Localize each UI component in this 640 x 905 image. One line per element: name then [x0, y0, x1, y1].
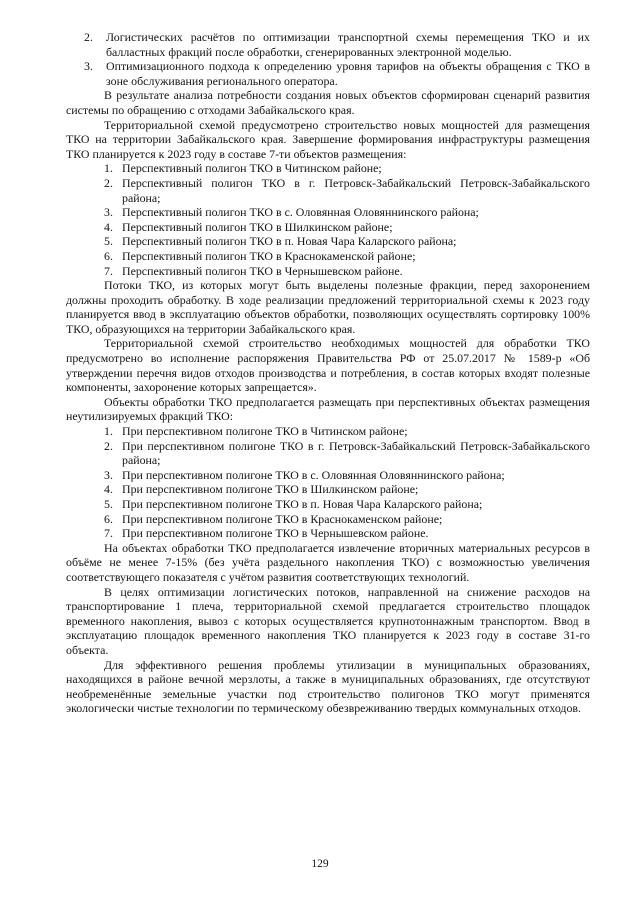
list-text: При перспективном полигоне ТКО в г. Петровск-Забайкальский Петровск-Забайкальского района; — [122, 438, 590, 468]
paragraph: Для эффективного решения проблемы утилизации в муниципальных образованиях, находящихся в районе вечной мерзлоты, а также в муниципальных образованиях, где отсутствуют необременённые земельные участки под строительство полигонов ТКО могут применятся экологически чистые технологии по термическому обезвреживанию твердых коммунальных отходов. — [66, 657, 590, 716]
list-number: 6. — [104, 248, 113, 263]
list-number: 3. — [84, 59, 93, 74]
paragraph: На объектах обработки ТКО предполагается извлечение вторичных материальных ресурсов в объёме не менее 7-15% (без учёта раздельного накопления ТКО) с возможностью увеличения соответствующего показателя с учётом развития соответствующих технологий. — [66, 540, 590, 584]
list-item — [66, 234, 590, 249]
list-item — [66, 439, 590, 468]
paragraph: В результате анализа потребности создания новых объектов сформирован сценарий развития системы по обращению с отходами Забайкальского края. — [66, 88, 590, 117]
list-item — [66, 205, 590, 220]
list-text: При перспективном полигоне ТКО в Краснокаменском районе; — [122, 511, 443, 526]
list-text: Перспективный полигон ТКО в г. Петровск-Забайкальский Петровск-Забайкальского района; — [122, 175, 590, 205]
list-item — [66, 482, 590, 497]
processing-list — [66, 424, 590, 541]
list-text: Логистических расчётов по оптимизации транспортной схемы перемещения ТКО и их балластных фракций после обработки, сгенерированных электронной моделью. — [106, 30, 590, 59]
list-item — [66, 264, 590, 279]
list-text: При перспективном полигоне ТКО в с. Оловянная Оловяннинского района; — [122, 467, 505, 482]
list-text: При перспективном полигоне ТКО в Чернышевском районе. — [122, 526, 429, 541]
list-number: 1. — [104, 424, 113, 439]
list-item — [66, 59, 590, 88]
list-number: 3. — [104, 467, 113, 482]
list-item — [66, 176, 590, 205]
list-item — [66, 424, 590, 439]
list-text: Перспективный полигон ТКО в п. Новая Чара Каларского района; — [122, 234, 457, 249]
paragraph: Объекты обработки ТКО предполагается размещать при перспективных объектах размещения неутилизируемых фракций ТКО: — [66, 394, 590, 424]
page-number: 129 — [311, 858, 329, 870]
list-item — [66, 249, 590, 264]
paragraph: Потоки ТКО, из которых могут быть выделены полезные фракции, перед захоронением должны проходить обработку. В ходе реализации предложений территориальной схемы к 2023 году планируется ввод в эксплуатацию объектов обработки, позволяющих осуществлять сортировку 100% ТКО, образующихся на территории Забайкальского края. — [66, 278, 590, 336]
list-number: 2. — [104, 175, 113, 190]
list-item — [66, 220, 590, 235]
list-text: При перспективном полигоне ТКО в Шилкинском районе; — [122, 482, 419, 497]
list-item — [66, 161, 590, 176]
list-text: Перспективный полигон ТКО в Чернышевском районе. — [122, 263, 403, 278]
list-number: 1. — [104, 161, 113, 176]
list-text: При перспективном полигоне ТКО в Читинском районе; — [122, 424, 408, 439]
paragraph: В целях оптимизации логистических потоков, направленной на снижение расходов на транспортирование 1 плеча, территориальной схемой предлагается строительство площадок временного накопления, вывоз с которых осуществляется крупнотоннажным транспортом. Ввод в эксплуатацию площадок временного накопления ТКО планируется к 2023 году в составе 31-го объекта. — [66, 584, 590, 657]
list-text: Перспективный полигон ТКО в Шилкинском районе; — [122, 219, 393, 234]
list-item — [66, 526, 590, 541]
paragraph: Территориальной схемой предусмотрено строительство новых мощностей для размещения ТКО на территории Забайкальского края. Завершение формирования инфраструктуры размещения ТКО планируется к 2023 году в составе 7-ти объектов размещения: — [66, 117, 590, 161]
list-number: 6. — [104, 511, 113, 526]
list-number: 4. — [104, 482, 113, 497]
list-number: 7. — [104, 526, 113, 541]
list-number: 2. — [104, 438, 113, 453]
polygons-list — [66, 161, 590, 278]
list-number: 7. — [104, 263, 113, 278]
list-number: 3. — [104, 205, 113, 220]
list-text: Оптимизационного подхода к определению уровня тарифов на объекты обращения с ТКО в зоне обслуживания регионального оператора. — [106, 59, 590, 88]
list-item — [66, 497, 590, 512]
paragraph: Территориальной схемой строительство необходимых мощностей для обработки ТКО предусмотрено во исполнение распоряжения Правительства РФ от 25.07.2017 № 1589-р «Об утверждении перечня видов отходов производства и потребления, в состав которых входят полезные компоненты, захоронение которых запрещается». — [66, 336, 590, 395]
list-text: При перспективном полигоне ТКО в п. Новая Чара Каларского района; — [122, 497, 483, 511]
list-number: 2. — [84, 30, 93, 44]
list-item — [66, 468, 590, 483]
list-number: 5. — [104, 497, 113, 511]
list-text: Перспективный полигон ТКО в Краснокаменской районе; — [122, 248, 416, 263]
list-number: 4. — [104, 219, 113, 234]
intro-list — [66, 30, 590, 88]
list-text: Перспективный полигон ТКО в с. Оловянная Оловяннинского района; — [122, 205, 479, 220]
list-text: Перспективный полигон ТКО в Читинском районе; — [122, 161, 382, 176]
list-number: 5. — [104, 234, 113, 249]
list-item — [66, 30, 590, 59]
list-item — [66, 512, 590, 527]
